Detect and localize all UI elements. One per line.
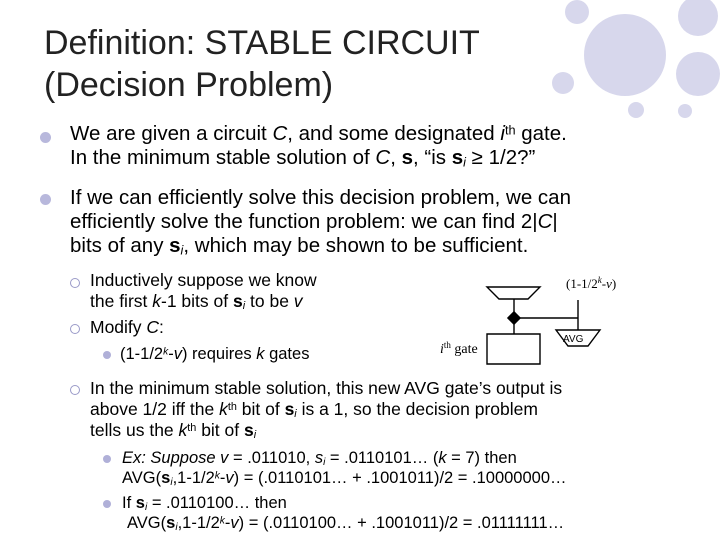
text-run: tells us the bbox=[90, 420, 179, 440]
text-run: bit of bbox=[196, 420, 244, 440]
text-run: k bbox=[597, 275, 602, 285]
text-run: s bbox=[451, 146, 464, 169]
text-run: i bbox=[170, 477, 173, 489]
decor-circle-mid-right bbox=[676, 52, 720, 96]
text-run: v bbox=[220, 449, 229, 467]
text-run: s bbox=[161, 469, 171, 487]
sub-sub-bullet-dot-3 bbox=[103, 500, 111, 508]
title-line-1: Definition: STABLE CIRCUIT bbox=[44, 24, 480, 62]
text-run: | bbox=[552, 210, 558, 233]
text-run: - bbox=[601, 276, 607, 291]
text-run: k bbox=[256, 345, 265, 363]
text-run: AVG( bbox=[122, 469, 162, 487]
text-run: gate bbox=[450, 342, 478, 357]
text-run: v bbox=[293, 291, 303, 311]
constant-gate-shape bbox=[487, 287, 540, 299]
text-run: v bbox=[230, 514, 239, 532]
bullet-2 bbox=[70, 186, 571, 258]
text-run: - bbox=[168, 345, 174, 363]
text-run: AVG( bbox=[127, 514, 167, 532]
text-run: k bbox=[438, 449, 447, 467]
text-run: - bbox=[219, 469, 226, 487]
slide-title bbox=[44, 22, 564, 106]
text-run: = .0110100… then bbox=[147, 494, 287, 512]
ith-gate-label bbox=[440, 340, 478, 357]
text-run: k bbox=[152, 291, 161, 311]
text-run: k bbox=[178, 420, 188, 440]
text-run: : bbox=[159, 317, 164, 337]
text-run: bits of any bbox=[70, 234, 170, 257]
ith-gate-shape bbox=[487, 334, 540, 364]
text-run: Ex: Suppose bbox=[122, 449, 221, 467]
counterexample-line-1 bbox=[122, 493, 564, 513]
bullet-2-line-2 bbox=[70, 210, 571, 234]
text-run: , and some designated bbox=[287, 122, 501, 145]
text-run: i bbox=[323, 457, 326, 469]
sub-sub-bullet-gates bbox=[120, 344, 309, 364]
text-run: ) requires bbox=[181, 345, 257, 363]
text-run: s bbox=[401, 146, 413, 169]
junction-dot bbox=[507, 311, 521, 325]
text-run: , bbox=[390, 146, 402, 169]
sub-bullet-ring-3 bbox=[70, 385, 80, 395]
text-run: We are given a circuit bbox=[70, 122, 273, 145]
text-run: th bbox=[443, 340, 451, 350]
sub-bullet-ring-1 bbox=[70, 278, 80, 288]
text-run: C bbox=[537, 210, 553, 233]
avg-gate-shape bbox=[556, 330, 600, 346]
text-run: = .011010, bbox=[228, 449, 315, 467]
decor-circle-small-bottom bbox=[628, 102, 644, 118]
text-run: Modify bbox=[90, 317, 147, 337]
text-run: ,1-1/2 bbox=[172, 469, 215, 487]
text-run: s bbox=[314, 449, 324, 467]
bullet-2-line-1: If we can efficiently solve this decision problem, we can bbox=[70, 186, 571, 209]
text-run: v bbox=[606, 276, 612, 291]
text-run: efficiently solve the function problem: we can find 2| bbox=[70, 210, 538, 233]
text-run: s bbox=[284, 399, 295, 419]
title-line-2: (Decision Problem) bbox=[44, 66, 334, 104]
example-line-1 bbox=[122, 448, 567, 468]
counterexample-line-2 bbox=[127, 513, 564, 533]
text-run: i bbox=[180, 242, 184, 258]
text-run: s bbox=[166, 514, 176, 532]
bullet-1-line-2 bbox=[70, 146, 567, 170]
decor-circle-small-right bbox=[678, 104, 692, 118]
decor-circle-top-right bbox=[678, 0, 718, 36]
text-run: , “is bbox=[413, 146, 452, 169]
conclusion-line-1: In the minimum stable solution, this new AVG gate’s output is bbox=[90, 378, 563, 398]
text-run: th bbox=[227, 401, 237, 414]
text-run: ) = (.0110101… + .1001011)/2 = .10000000… bbox=[233, 469, 567, 487]
text-run: bit of bbox=[236, 399, 285, 419]
text-run: s bbox=[135, 494, 145, 512]
text-run: i bbox=[175, 522, 178, 534]
constant-label bbox=[566, 275, 616, 291]
text-run: s bbox=[169, 234, 181, 257]
text-run: gates bbox=[264, 345, 310, 363]
conclusion-line-2 bbox=[90, 399, 562, 420]
sub-bullet-ring-2 bbox=[70, 324, 80, 334]
decor-circle-small-top bbox=[565, 0, 589, 24]
text-run: s bbox=[244, 420, 254, 440]
bullet-1-line-1 bbox=[70, 122, 567, 146]
conclusion-line-3 bbox=[90, 420, 562, 441]
text-run: C bbox=[375, 146, 391, 169]
text-run: (1-1/2 bbox=[566, 276, 598, 291]
text-run: = .0110101… ( bbox=[325, 449, 439, 467]
sub-sub-bullet-example bbox=[122, 448, 567, 488]
avg-label: AVG bbox=[563, 334, 584, 345]
text-run: , which may be shown to be sufficient. bbox=[183, 234, 529, 257]
decor-circle-large bbox=[584, 14, 666, 96]
text-run: ,1-1/2 bbox=[177, 514, 220, 532]
text-run: C bbox=[272, 122, 288, 145]
text-run: ) = (.0110100… + .1001011)/2 = .01111111… bbox=[238, 514, 565, 532]
text-run: (1-1/2 bbox=[120, 345, 164, 363]
text-run: i bbox=[242, 300, 246, 313]
text-run: i bbox=[440, 342, 444, 357]
sub-bullet-conclusion bbox=[90, 378, 562, 441]
text-run: th bbox=[187, 422, 197, 435]
sub-bullet-modify bbox=[90, 317, 164, 338]
sub-bullet-induction bbox=[90, 270, 317, 312]
text-run: v bbox=[173, 345, 182, 363]
text-run: In the minimum stable solution of bbox=[70, 146, 376, 169]
bullet-dot-2 bbox=[40, 194, 51, 205]
text-run: -1 bits of bbox=[161, 291, 233, 311]
bullet-1 bbox=[70, 122, 567, 170]
text-run: above 1/2 iff the bbox=[90, 399, 220, 419]
text-run: s bbox=[232, 291, 243, 311]
text-run: i bbox=[463, 154, 466, 170]
text-run: th bbox=[504, 122, 516, 138]
text-run: i bbox=[144, 502, 148, 514]
text-run: gate. bbox=[515, 122, 567, 145]
text-run: v bbox=[225, 469, 234, 487]
sub-sub-bullet-dot-2 bbox=[103, 455, 111, 463]
text-run: = 7) then bbox=[446, 449, 517, 467]
text-run: - bbox=[224, 514, 231, 532]
text-run: is a 1, so the decision problem bbox=[296, 399, 538, 419]
text-run: k bbox=[219, 399, 228, 419]
bullet-dot-1 bbox=[40, 132, 51, 143]
text-run: to be bbox=[245, 291, 294, 311]
text-run: k bbox=[219, 515, 225, 527]
text-run: the first bbox=[90, 291, 153, 311]
text-run: i bbox=[253, 429, 257, 442]
text-run: i bbox=[500, 122, 505, 145]
example-line-2 bbox=[122, 468, 567, 488]
sub-sub-bullet-counterexample bbox=[122, 493, 564, 533]
bullet-2-line-3 bbox=[70, 234, 571, 258]
text-run: k bbox=[214, 470, 220, 482]
text-run: i bbox=[294, 408, 297, 421]
text-run: C bbox=[146, 317, 160, 337]
text-run: ≥ 1/2?” bbox=[465, 146, 536, 169]
text-run: k bbox=[163, 346, 169, 358]
sub-sub-bullet-dot-1 bbox=[103, 351, 111, 359]
text-run: ) bbox=[611, 276, 617, 291]
induction-line-1: Inductively suppose we know bbox=[90, 270, 317, 290]
text-run: If bbox=[122, 494, 136, 512]
induction-line-2 bbox=[90, 291, 317, 312]
